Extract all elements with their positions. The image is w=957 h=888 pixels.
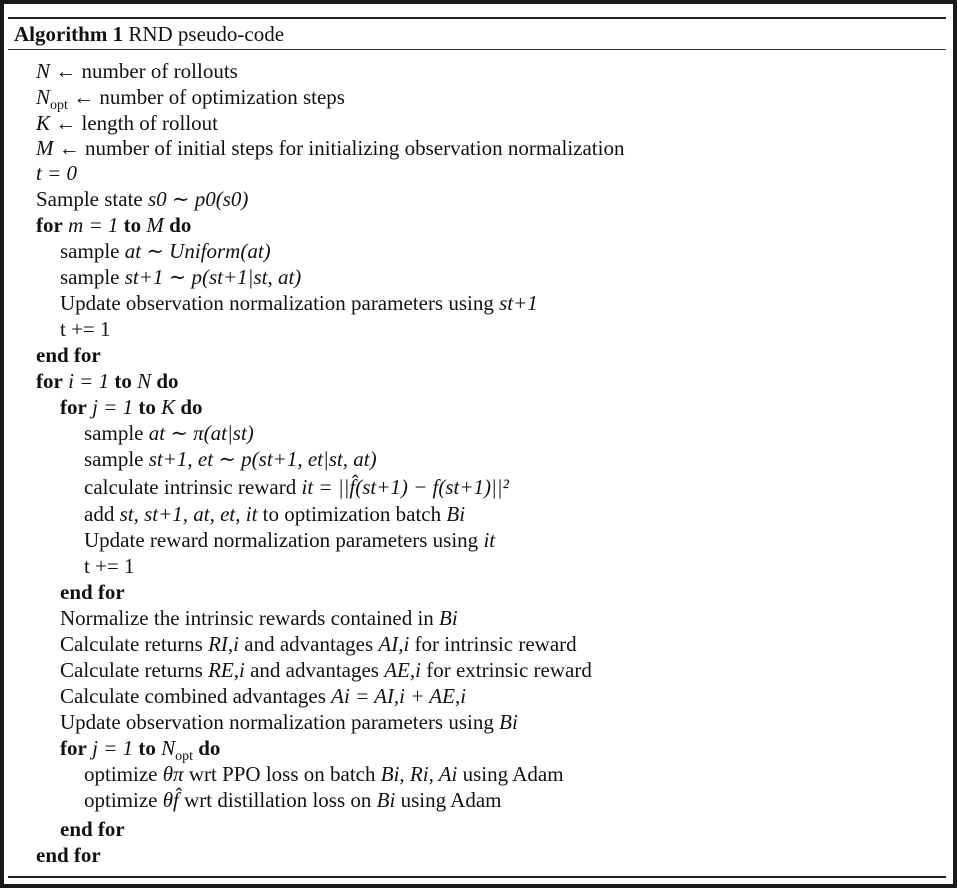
line-28: optimize θπ wrt PPO loss on batch Bi, Ri, Ai using Adam <box>84 762 564 786</box>
frame-top-border <box>0 0 957 4</box>
line-6: Sample state s0 ∼ p0(s0) <box>36 187 249 211</box>
line-16: sample st+1, et ∼ p(st+1, et|st, at) <box>84 447 377 471</box>
line-8: sample at ∼ Uniform(at) <box>60 239 271 263</box>
line-13: for i = 1 to N do <box>36 369 179 393</box>
line-27: for j = 1 to $N_{opt}$ do <box>60 736 221 764</box>
frame-bottom-border <box>0 884 957 888</box>
line-22: Normalize the intrinsic rewards contained in Bi <box>60 606 458 630</box>
algorithm-caption <box>14 20 284 48</box>
algorithm-caption-rule <box>8 49 946 50</box>
line-3: K ← length of rollout <box>36 111 218 135</box>
line-25: Calculate combined advantages Ai = AI,i + AE,i <box>60 684 467 708</box>
frame-left-border <box>0 0 4 888</box>
line-15: sample at ∼ π(at|st) <box>84 421 254 445</box>
line-19: Update reward normalization parameters using it <box>84 528 496 552</box>
line-23: Calculate returns RI,i and advantages AI,i for intrinsic reward <box>60 632 577 656</box>
algorithm-label: Algorithm 1 <box>14 22 124 46</box>
line-18: add st, st+1, at, et, it to optimization batch Bi <box>84 502 466 526</box>
line-12: end for <box>36 343 101 367</box>
line-29: optimize θf̂ wrt distillation loss on Bi using Adam <box>84 788 502 812</box>
line-24: Calculate returns RE,i and advantages AE,i for extrinsic reward <box>60 658 592 682</box>
algorithm-top-rule <box>8 17 946 19</box>
line-7: for m = 1 to M do <box>36 213 192 237</box>
line-9: sample st+1 ∼ p(st+1|st, at) <box>60 265 302 289</box>
line-10: Update observation normalization parameters using st+1 <box>60 291 538 315</box>
line-20: t += 1 <box>84 554 135 578</box>
line-5: t = 0 <box>36 161 78 185</box>
line-1: N ← number of rollouts <box>36 59 238 83</box>
algorithm-bottom-rule <box>8 876 946 878</box>
line-21: end for <box>60 580 125 604</box>
line-11: t += 1 <box>60 317 111 341</box>
algorithm-title: RND pseudo-code <box>128 22 285 46</box>
line-31: end for <box>36 843 101 867</box>
line-14: for j = 1 to K do <box>60 395 203 419</box>
frame-right-border <box>953 0 957 888</box>
line-2: $N_{opt}$ ← number of optimization steps <box>36 85 345 113</box>
line-4: M ← number of initial steps for initializing observation normalization <box>36 136 625 160</box>
line-30: end for <box>60 817 125 841</box>
line-17: calculate intrinsic reward it = ||f̂(st+1) − f(st+1)||² <box>84 475 509 499</box>
line-26: Update observation normalization parameters using Bi <box>60 710 518 734</box>
